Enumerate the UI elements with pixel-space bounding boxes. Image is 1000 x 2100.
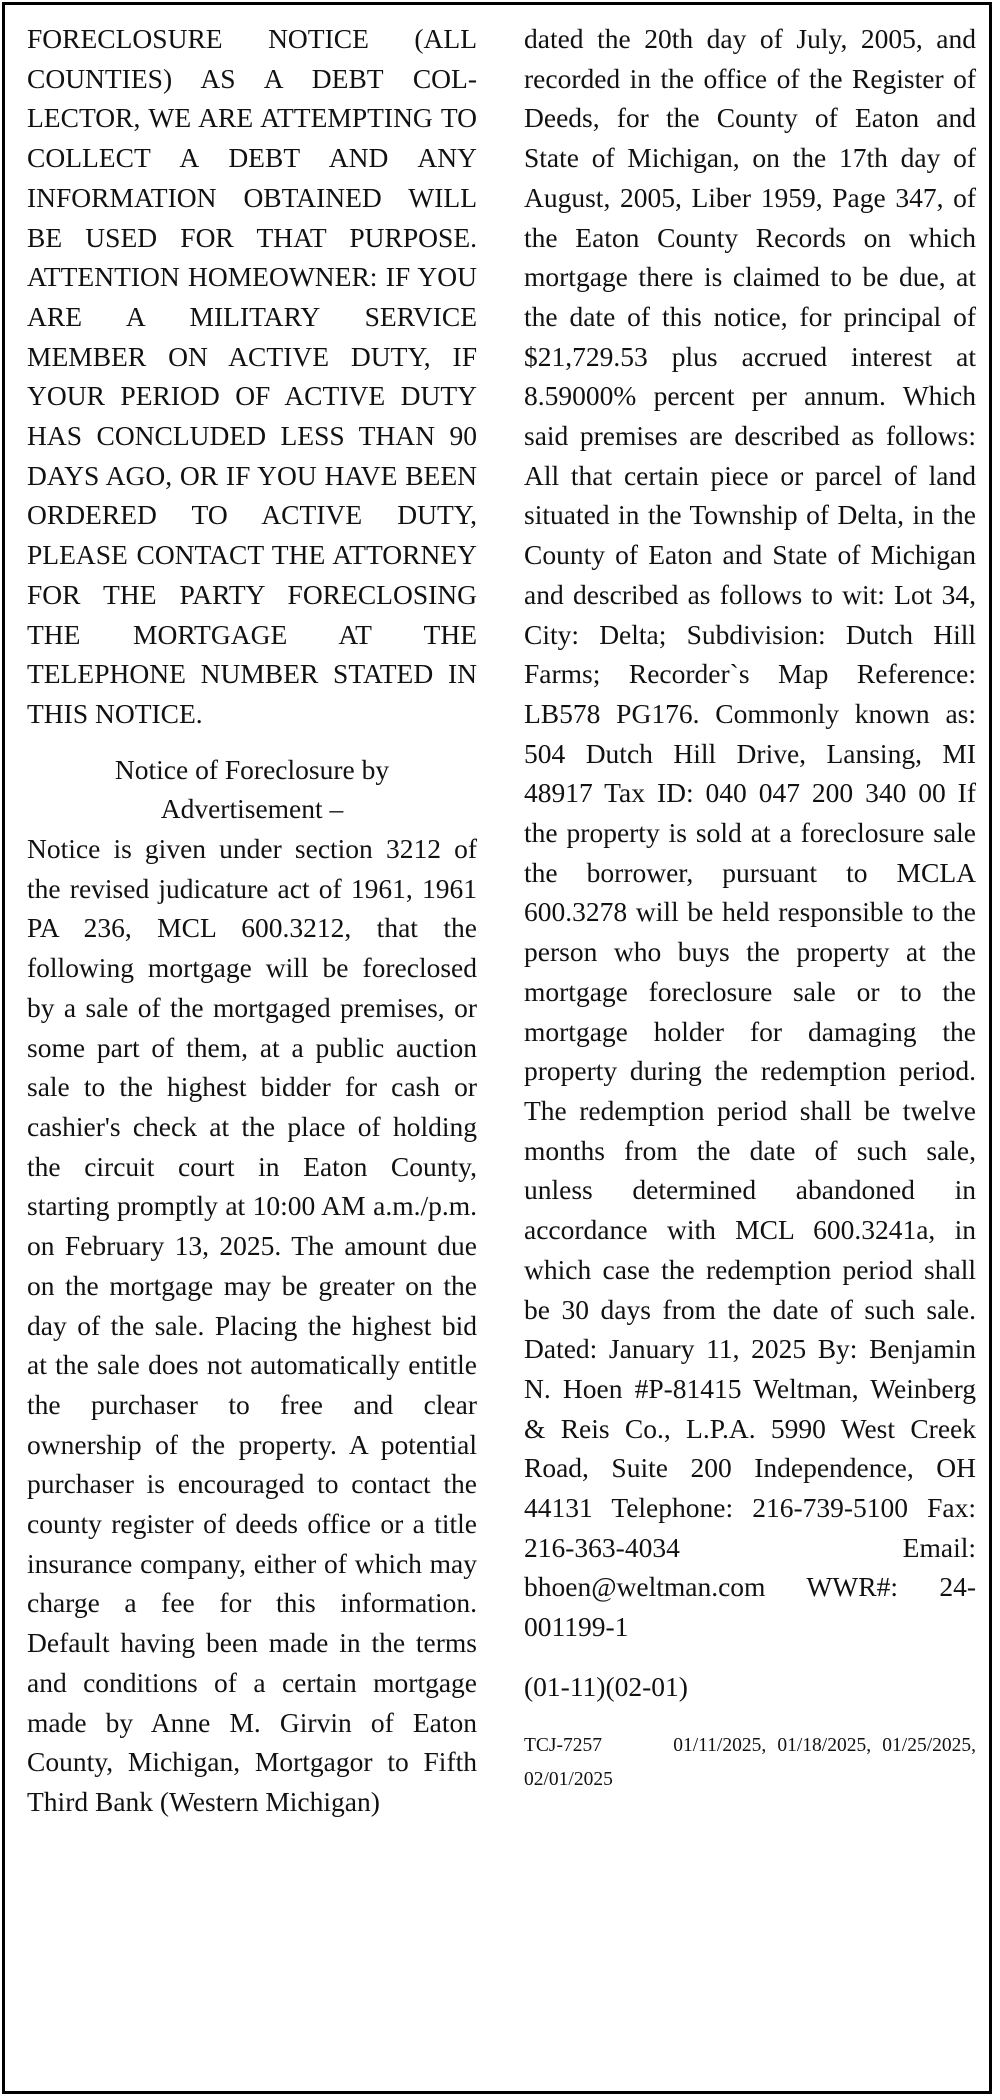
publication-dates: 01/11/2025, 01/18/2025, 01/25/2025, 02/01/2025 <box>524 1734 976 1790</box>
notice-body-right: dated the 20th day of July, 2005, and recorded in the office of the Register of Deeds, for the County of Eaton and State of Michigan, on the 17th day of August, 2005, Liber 1959, Page 347, of the Eaton County Records on which mortgage there is claimed to be due, at the date of this notice, for principal of $21,729.53 plus accrued interest at 8.59000% percent per annum. Which said premises are described as follows: All that certain piece or parcel of land situated in the Township of Delta, in the County of Eaton and State of Michigan and described as follows to wit: Lot 34, City: Delta; Subdivision: Dutch Hill Farms; Recorder`s Map Reference: LB578 PG176. Commonly known as: 504 Dutch Hill Drive, Lansing, MI 48917 Tax ID: 040 047 200 340 00 If the property is sold at a foreclosure sale the borrower, pursuant to MCLA 600.3278 will be held responsible to the person who buys the property at the mortgage foreclosure sale or to the mortgage holder for damaging the property during the redemption period. The redemption period shall be twelve months from the date of such sale, unless determined abandoned in accordance with MCL 600.3241a, in which case the redemption period shall be 30 days from the date of such sale. Dated: January 11, 2025 By: Benjamin N. Hoen #P-81415 Weltman, Weinberg & Reis Co., L.P.A. 5990 West Creek Road, Suite 200 Independence, OH 44131 Telephone: 216-739-5100 Fax: 216-363-4034 Email: bhoen@weltman.com WWR#: 24-001199-1 <box>524 23 976 1643</box>
run-dates: (01-11)(02-01) <box>524 1670 688 1702</box>
right-column <box>524 19 976 1797</box>
publication-line <box>524 1729 976 1797</box>
notice-body-left: Notice is given under section 3212 of the revised judicature act of 1961, 1961 PA 236, MCL 600.3212, that the following mortgage will be foreclosed by a sale of the mortgaged premises, or some part of them, at a public auction sale to the highest bidder for cash or cashier's check at the place of holding the circuit court in Eaton County, starting promptly at 10:00 AM a.m./p.m. on February 13, 2025. The amount due on the mortgage may be greater on the day of the sale. Placing the highest bid at the sale does not automatically entitle the purchaser to free and clear ownership of the property. A potential purchaser is encouraged to contact the county register of deeds office or a title insurance company, either of which may charge a fee for this information. Default having been made in the terms and conditions of a certain mortgage made by Anne M. Girvin of Eaton County, Michigan, Mortgagor to Fifth Third Bank (Western Michigan) <box>27 833 477 1817</box>
notice-subheading <box>27 750 477 829</box>
subheading-line-1: Notice of Foreclosure by <box>114 753 390 785</box>
legal-id: TCJ-7257 <box>524 1734 602 1756</box>
subheading-line-2: Advertisement – <box>160 793 344 825</box>
legal-notice-frame <box>2 2 992 2094</box>
left-column <box>27 19 477 1822</box>
notice-caps-intro: FORECLOSURE NOTICE (ALL COUNTIES) AS A DEBT COLLECTOR, WE ARE ATTEMPTING TO COLLECT A DEBT AND ANY INFORMATION OBTAINED WILL BE USED FOR THAT PURPOSE. ATTENTION HOMEOWNER: IF YOU ARE A MILITARY SERVICE MEMBER ON ACTIVE DUTY, IF YOUR PERIOD OF ACTIVE DUTY HAS CONCLUDED LESS THAN 90 DAYS AGO, OR IF YOU HAVE BEEN ORDERED TO ACTIVE DUTY, PLEASE CONTACT THE ATTORNEY FOR THE PARTY FORECLOSING THE MORTGAGE AT THE TELEPHONE NUMBER STATED IN THIS NOTICE. <box>27 23 477 729</box>
